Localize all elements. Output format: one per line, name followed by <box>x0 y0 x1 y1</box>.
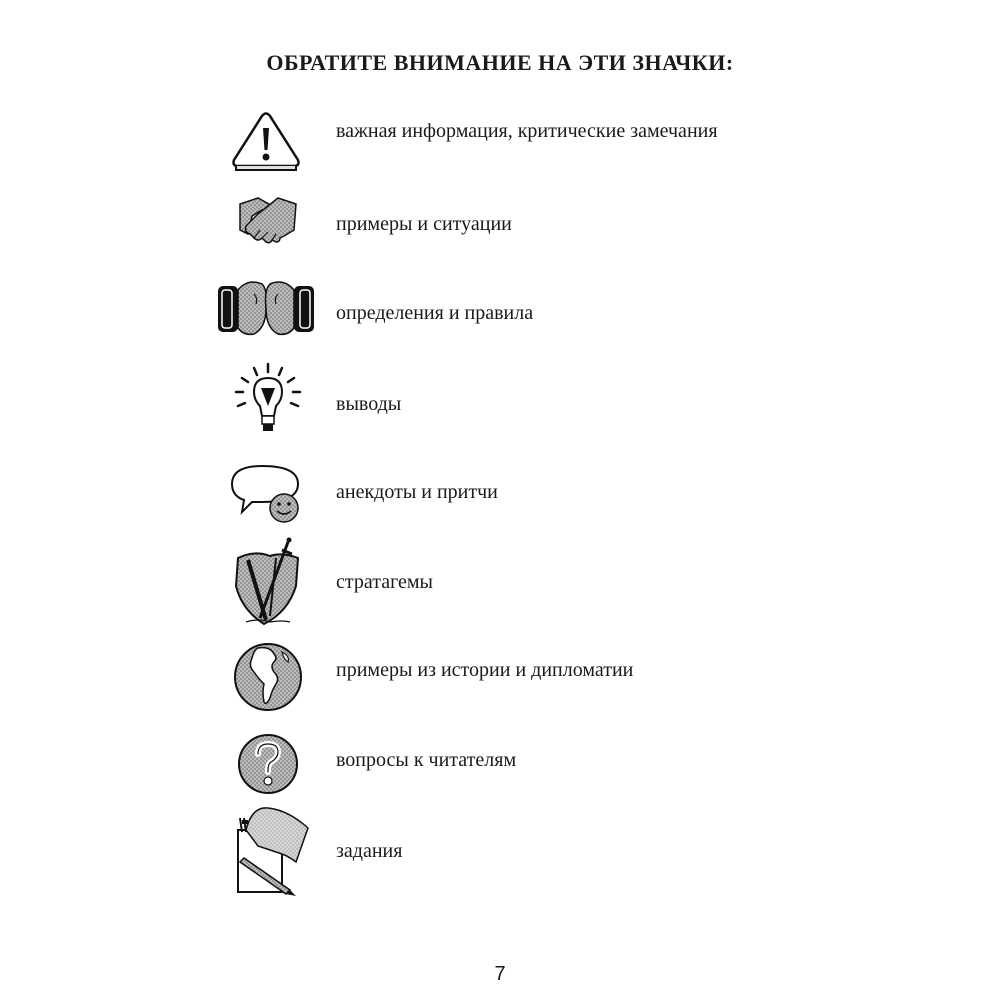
legend-item-shield <box>0 536 1000 626</box>
page-title: ОБРАТИТЕ ВНИМАНИЕ НА ЭТИ ЗНАЧКИ: <box>266 50 734 75</box>
shield-sword-icon <box>218 536 314 626</box>
legend-item-question <box>0 720 1000 810</box>
legend-item-notebook <box>0 806 1000 896</box>
notebook-pencil-icon <box>218 806 314 896</box>
legend-label-boxing-gloves: определения и правила <box>336 302 534 324</box>
legend-label-globe: примеры из истории и дипломатии <box>336 659 634 681</box>
legend-label-speech-bubble: анекдоты и притчи <box>336 481 498 503</box>
legend-item-speech-bubble <box>0 446 1000 536</box>
globe-icon <box>218 632 314 722</box>
legend-item-lightbulb <box>0 358 1000 448</box>
legend-item-handshake <box>0 180 1000 270</box>
legend-label-shield: стратагемы <box>336 571 433 593</box>
lightbulb-icon <box>218 358 314 448</box>
legend-item-boxing-gloves <box>0 268 1000 358</box>
page-number: 7 <box>494 963 506 985</box>
legend-item-globe <box>0 632 1000 722</box>
speech-bubble-smiley-icon <box>218 446 314 536</box>
boxing-gloves-icon <box>218 268 314 358</box>
legend-label-notebook: задания <box>336 840 403 862</box>
legend-label-handshake: примеры и ситуации <box>336 213 512 235</box>
legend-label-warning: важная информация, критические замечания <box>336 120 718 142</box>
legend-label-lightbulb: выводы <box>336 393 402 415</box>
legend-label-question: вопросы к читателям <box>336 749 517 771</box>
handshake-icon <box>218 180 314 270</box>
question-mark-icon <box>218 720 314 810</box>
